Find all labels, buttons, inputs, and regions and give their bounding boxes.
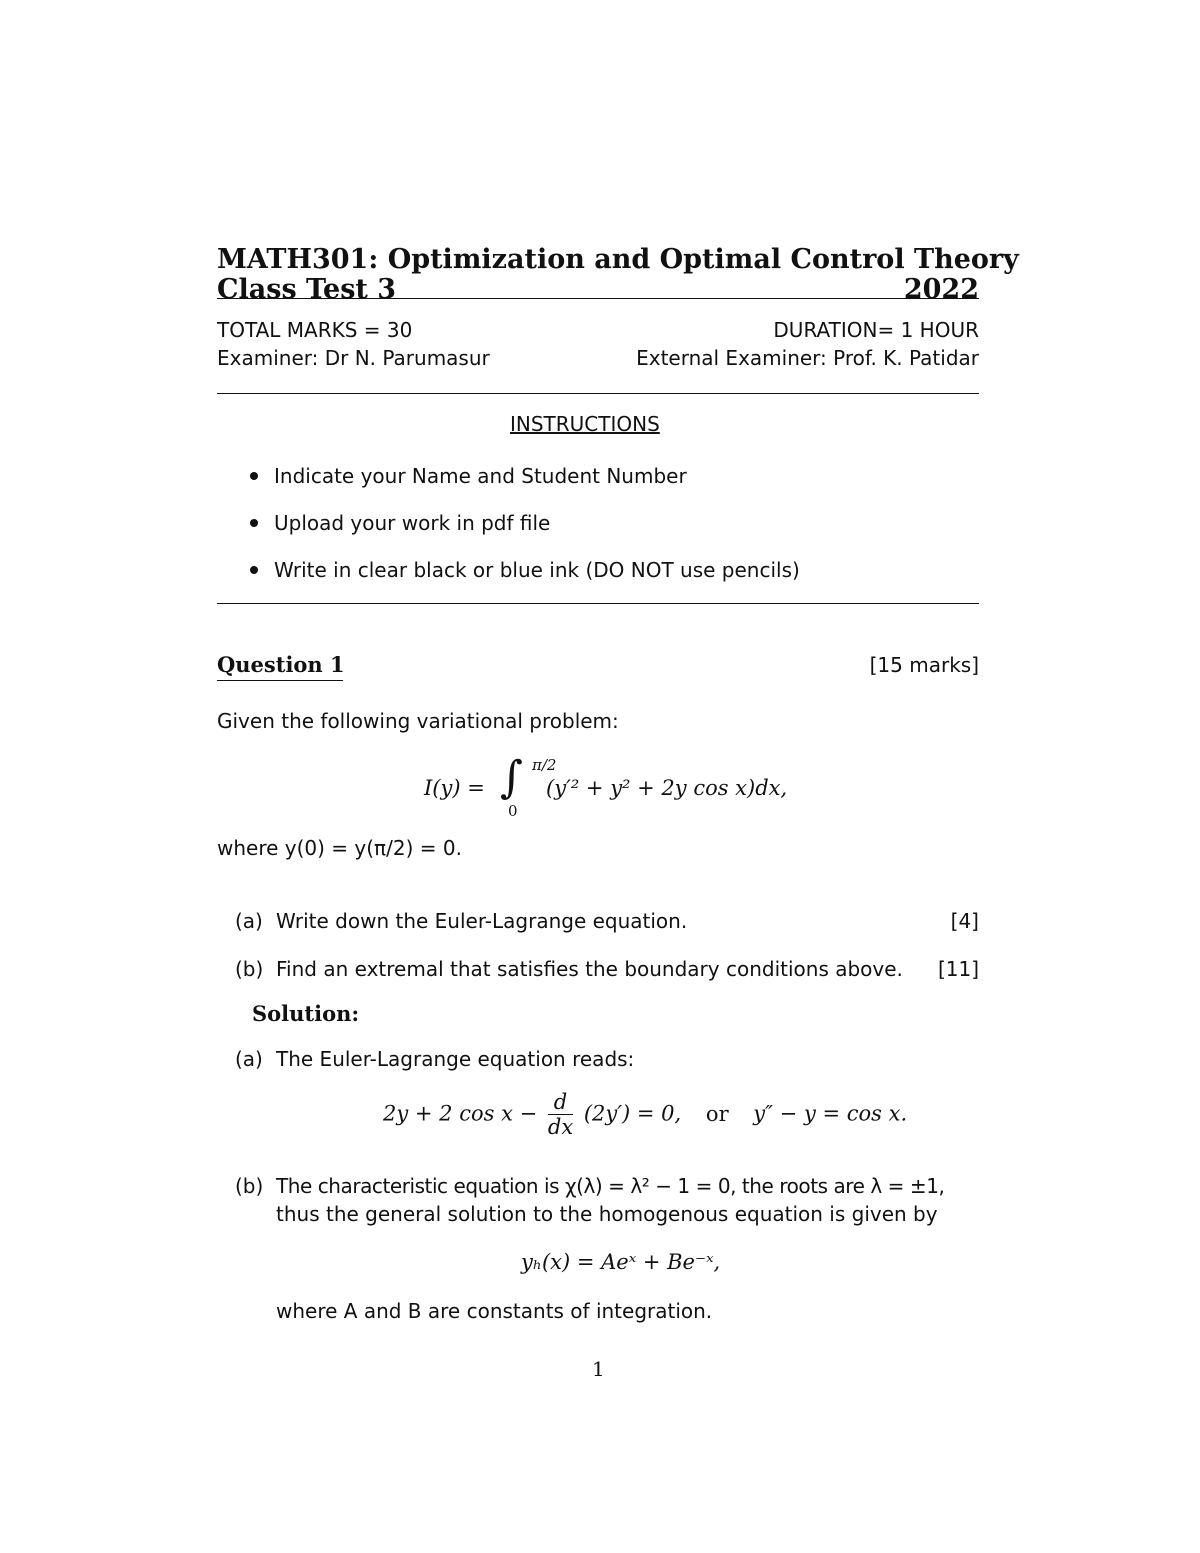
instructions-rule <box>217 603 979 604</box>
eq-or: or <box>705 1101 729 1126</box>
part-marks: [4] <box>950 909 979 933</box>
bullet-icon <box>250 566 258 574</box>
integral-lower-limit: 0 <box>508 802 518 820</box>
question-intro: Given the following variational problem: <box>217 709 619 733</box>
instruction-item: Indicate your Name and Student Number <box>250 464 687 488</box>
doc-title: MATH301: Optimization and Optimal Control Theory <box>217 244 1019 275</box>
page-number: 1 <box>592 1357 605 1381</box>
doc-subtitle-row <box>217 274 979 305</box>
integral-upper-limit: π/2 <box>532 756 557 774</box>
solution-b-line2: thus the general solution to the homogenous equation is given by <box>276 1202 938 1226</box>
question-title: Question 1 <box>217 652 345 677</box>
meta-rule <box>217 393 979 394</box>
solution-a-text: The Euler-Lagrange equation reads: <box>276 1047 635 1071</box>
title-rule <box>217 298 979 299</box>
bullet-icon <box>250 519 258 527</box>
instruction-item: Write in clear black or blue ink (DO NOT use pencils) <box>250 558 800 582</box>
integral-sign-icon: ∫ <box>500 752 523 803</box>
eq-mid: (2y′) = 0, <box>583 1101 682 1126</box>
instruction-item: Upload your work in pdf file <box>250 511 550 535</box>
question-marks: [15 marks] <box>869 653 979 677</box>
homogeneous-solution: yₕ(x) = Aeˣ + Be⁻ˣ, <box>521 1250 721 1274</box>
part-text: Write down the Euler-Lagrange equation. <box>276 909 688 933</box>
functional-integrand: (y′² + y² + 2y cos x)dx, <box>546 776 788 800</box>
total-marks: TOTAL MARKS = 30 <box>217 318 413 342</box>
solution-b-line1: The characteristic equation is χ(λ) = λ² − 1 = 0, the roots are λ = ±1, <box>276 1174 945 1198</box>
examiner: Examiner: Dr N. Parumasur <box>217 346 490 370</box>
duration: DURATION= 1 HOUR <box>773 318 979 342</box>
part-text: Find an extremal that satisfies the boundary conditions above. <box>276 957 903 981</box>
bullet-icon <box>250 472 258 480</box>
doc-year: 2022 <box>903 274 979 305</box>
solution-b-line3: where A and B are constants of integration. <box>276 1299 713 1323</box>
doc-title-row <box>217 244 1019 275</box>
part-marks: [11] <box>937 957 979 981</box>
derivative-fraction: $\frac{d}{dx}$ <box>547 1090 574 1140</box>
solution-b-label: (b) <box>235 1174 264 1198</box>
solution-label: Solution: <box>252 1001 360 1026</box>
question-title-underline <box>217 680 343 681</box>
euler-lagrange-equation <box>383 1090 907 1140</box>
part-label: (b) <box>235 957 264 981</box>
functional-lhs: I(y) = <box>424 776 485 800</box>
eq-left: 2y + 2 cos x − <box>383 1101 538 1126</box>
doc-subtitle: Class Test 3 <box>217 274 397 305</box>
boundary-conditions: where y(0) = y(π/2) = 0. <box>217 836 462 860</box>
part-label: (a) <box>235 909 263 933</box>
eq-right: y″ − y = cos x. <box>753 1101 908 1126</box>
solution-a-label: (a) <box>235 1047 263 1071</box>
instructions-heading: INSTRUCTIONS <box>510 412 660 436</box>
external-examiner: External Examiner: Prof. K. Patidar <box>636 346 979 370</box>
